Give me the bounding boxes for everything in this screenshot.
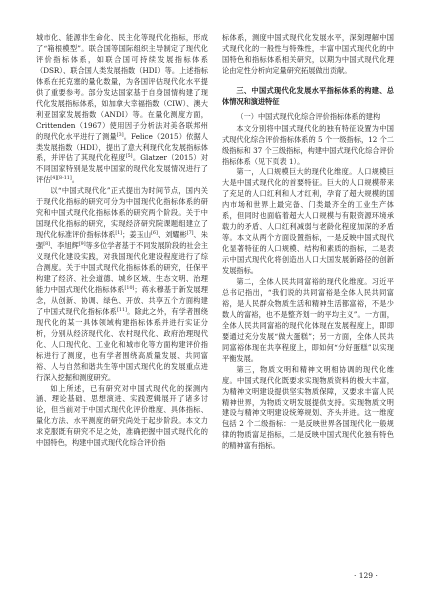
paragraph [36,33,208,186]
citation-ref: [4][8-11] [50,176,72,182]
right-column [222,33,394,452]
paragraph [222,365,394,453]
paragraph-text: 等多位学者基于不同发展阶段的社会主义现代化建设实践，对我国现代化建设程度进行了综合测度。关于中国式现代化指标体系的研究，任保平构建了经济、社会道德、城乡区域、生态文明、治理能力中国式现代化指标体系 [36,241,208,294]
citation-ref: [8] [43,242,50,248]
paragraph [36,186,208,383]
citation-ref: [5] [125,154,133,160]
paragraph-text: 第二，全体人民共同富裕的现代化维度。习近平总书记指出，“我们说的共同富裕是全体人民共同富裕，是人民群众物质生活和精神生活都富裕，不是少数人的富裕，也不是整齐划一的平均主义”。一方面，全体人民共同富裕的现代化体现在发展程度上，即即要通过充分发展“做大蛋糕”；另一方面，全体人民共同富裕体现在共享程度上，即如何“分好蛋糕”以实现平衡发展。 [222,277,394,363]
paragraph-text: 、朱强 [36,230,208,251]
paragraph [222,33,394,77]
right-column-body [222,124,394,453]
citation-ref: [11] [117,307,127,313]
paragraph-text: 。Felice（2015）依据人类发展指数（HDI），提出了意大利现代化发展指标体系，并评估了其现代化程度 [36,131,208,163]
paragraph-text: ；姜玉山 [122,230,152,240]
subsection-heading: （一）中国式现代化综合评价指标体系的建构 [236,111,381,121]
paragraph-text: 以“中国式现代化”正式提出为时间节点，国内关于现代化指标的研究可分为中国现代化指标体系的研究和中国式现代化指标体系的研究两个阶段。关于中国现代化指标的研究，实现经济研究院课题组建立了现代化标准评价指标体系 [36,186,208,240]
section-heading: 三、中国式现代化发展水平指标体系的构建、总体情况和演进特征 [222,85,394,106]
paragraph [36,384,208,450]
paragraph [222,124,394,168]
right-column-intro [222,33,394,77]
paragraph-text: 本文分别将中国式现代化的独有特征设置为中国式现代化综合评价指标体系的 5 个一级指标，12 个二级指标和 37 个三级指标，构建中国式现代化综合评价指标体系（见下页表 1）。 [222,123,394,166]
paragraph-text: 如上所述，已有研究对中国式现代化的探测内涵、理论基础、思想演进、实践逻辑展开了诸多讨论，但当前对于中国式现代化评价维度、具体指标、量化方法、水平测度的研究尚处于起步阶段。本文力求克服既有研究不足之处，准确把握中国式现代化的中国特色，构建中国式现代化综合评价指 [36,383,208,448]
citation-ref: [7] [186,231,194,237]
citation-ref: [9] [78,242,86,248]
paragraph-text: 。Glatzer（2015）对不同国家特别是发展中国家的现代化发展情况进行了评估 [36,153,208,185]
citation-ref: [1] [115,231,123,237]
paragraph-text: 。 [71,175,79,185]
paragraph-text: 、李旭辉 [50,241,79,251]
citation-ref: [6] [151,231,158,237]
paragraph [222,167,394,277]
paragraph-text: 第三，物质文明和精神文明相协调的现代化维度。中国式现代化既要求实现物质资料的极大丰富，为精神文明建设提供坚实物质保障，又要求丰富人民精神世界，为物质文明发展提供支持。实现物质文明建设与精神文明建设统筹规划、齐头并进。这一维度包括 2 个二级指标：一是反映世界各国现代化一般规律的物质富足指标，二是反映中国式现代化独有特色的精神富有指标。 [222,364,394,451]
paragraph-text: 标体系，测度中国式现代化发展水平，深刻理解中国式现代化的一般性与特殊性，丰富中国式现代化的中国特色和指标体系相关研究，以期为中国式现代化理论由定性分析向定量研究拓展做出贡献。 [222,33,394,75]
paragraph-text: 。除此之外，有学者围绕现代化的某一具体领域构建指标体系并进行实证分析，分别从经济现代化、农村现代化、政府治理现代化、人口现代化、工业化和城市化等方面构建评价指标进行了测度，也有学者围绕高质量发展、共同富裕、人与自然和谐共生等中国式现代化的发展重点进行深入挖掘和测度研究。 [36,306,208,382]
paragraph-text: ；蒋永穆基于新发展理念，从创新、协调、绿色、开放、共享五个方面构建了中国式现代化指标体系 [36,284,208,316]
left-column [36,33,208,449]
paragraph [222,277,394,365]
paragraph-text: 、刘耀彬 [157,230,187,240]
citation-ref: [3] [116,132,124,138]
paragraph-text: 第一，人口规模巨大的现代化维度。人口规模巨大是中国式现代化的首要特征。巨大的人口规模带来了充足的人口红利和人才红利，孕育了超大规模的国内市场和世界上最完备、门类最齐全的工业生产体系，但同时也面临着超大人口规模与有限资源环境承载力的矛盾、人口红利减弱与老龄化程度加深的矛盾等。本文从两个方面设置指标，一是反映中国式现代化显著特征的人口规模、结构和素质的指标，二是表示中国式现代化将创造出人口大国发展新路径的创新发展指标。 [222,167,394,276]
page-number: · 129 · [354,571,378,580]
paragraph-text: 城市化、能源非生命化、民主化等现代化指标，形成了“箱根模型”。联合国等国际组织主导制定了现代化评价指标体系，如联合国可持续发展指标体系（DSR）、联合国人类发展指数（HDI）等。上述指标体系在托克塞的量化数量，为各国评估现代化水平提供了重要参考。部分发达国家基于自身国情构建了现代化发展指标体系，如加拿大幸福指数（CIW）、澳大利亚国家发展指数（ANDI）等。在量化测度方面，Crittenden（1967）使用因子分析法对美各联邦州的现代化水平进行了测量 [36,33,208,141]
citation-ref: [10] [124,285,135,291]
